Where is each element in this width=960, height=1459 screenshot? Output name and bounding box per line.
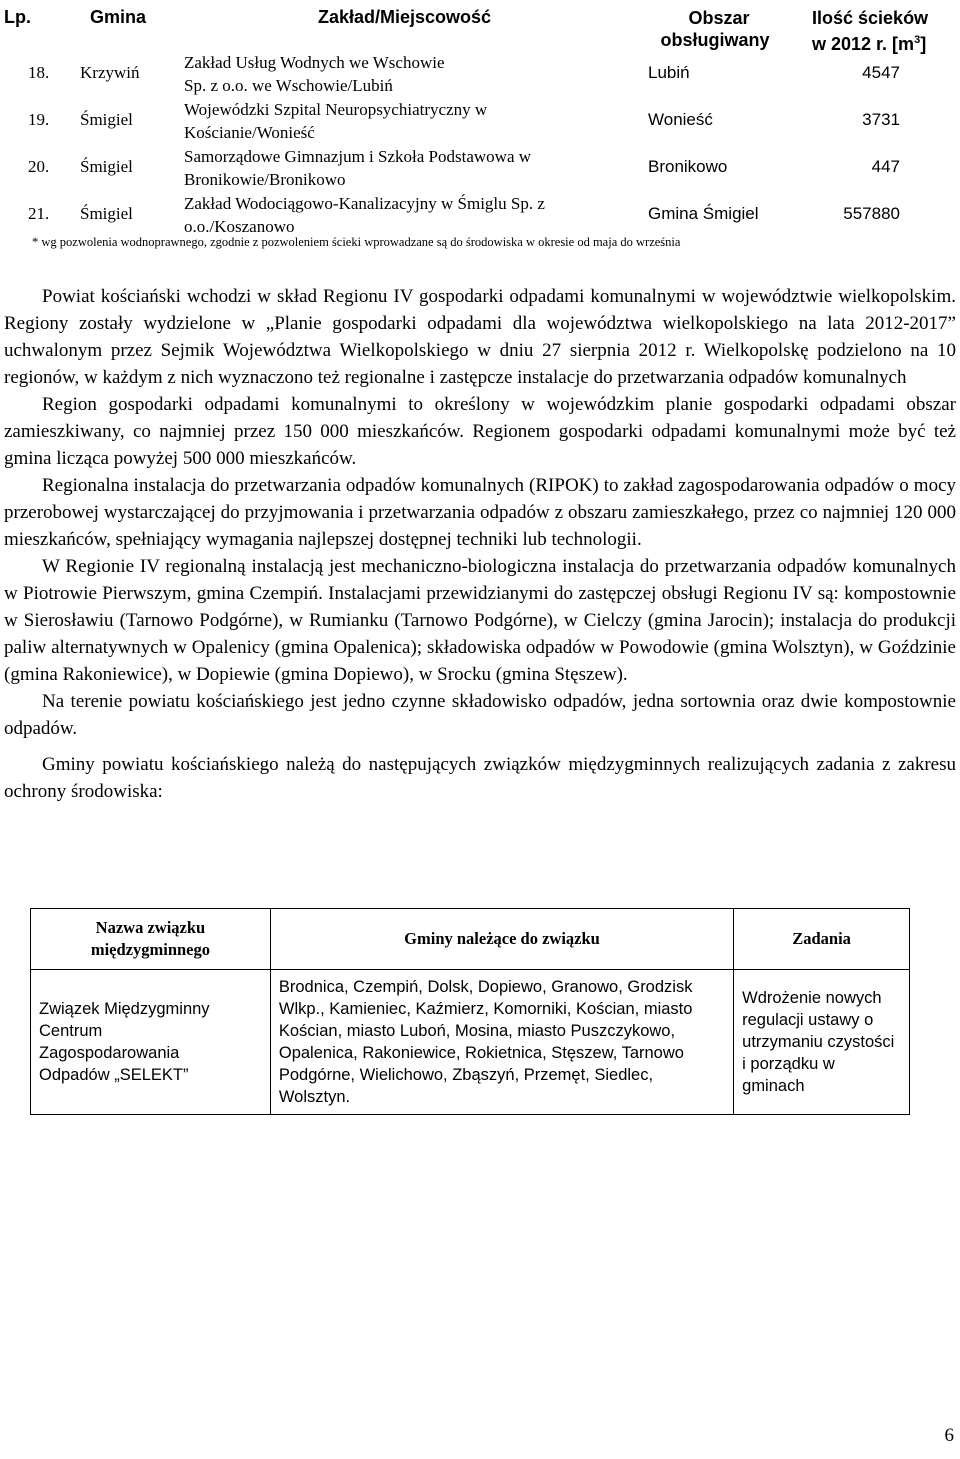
paragraph: W Regionie IV regionalną instalacją jest mechaniczno-biologiczna instalacja do przetwarzania odpadów komunalnych w Piotrowie Pierwszym, gmina Czempiń. Instalacjami przewidzianymi do zastępczej obsługi Regionu IV są: kompostownie w Sierosławiu (Tarnowo Podgórne), w Rumianku (Tarnowo Podgórne), w Cielczy (gmina Jarocin); instalacja do produkcji paliw alternatywnych w Opalenicy (gmina Opalenica); składowiska odpadów w Powodowie (gmina Wolsztyn), w Goździnie (gmina Rakoniewice), w Dopiewie (gmina Dopiewo), w Srocku (gmina Stęszew).: [4, 556, 956, 685]
cell-name: Związek Międzygminny Centrum Zagospodarowania Odpadów „SELEKT”: [31, 970, 271, 1115]
associations-table: [30, 908, 910, 1115]
paragraph: Gminy powiatu kościańskiego należą do następujących związków międzygminnych realizujących zadania z zakresu ochrony środowiska:: [4, 754, 956, 802]
paragraph: Powiat kościański wchodzi w skład Regionu IV gospodarki odpadami komunalnymi w województwie wielkopolskim. Regiony zostały wydzielone w „Planie gospodarki odpadami dla województwa wielkopolskiego na lata 2012-2017” uchwalonym przez Sejmik Województwa Wielkopolskiego w dniu 27 sierpnia 2012 r. Wielkopolskę podzielono na 10 regionów, w każdym z nich wyznaczono też regionalne i zastępcze instalacje do przetwarzania odpadów komunalnych: [4, 286, 956, 388]
body-text: [4, 283, 956, 805]
table-header: [31, 909, 910, 970]
header-name: Nazwa związku międzygminnego: [31, 909, 271, 970]
header-zaklad: Zakład/Miejscowość: [318, 7, 492, 27]
table-row: 19. Śmigiel Wojewódzki Szpital Neuropsychiatryczny w Kościanie/Wonieść Wonieść 3731: [28, 100, 900, 142]
table-row: [31, 970, 910, 1115]
header-ilosc: Ilość ścieków w 2012 r. $[m^3]$: [812, 8, 929, 54]
header-lp: Lp.: [4, 7, 31, 27]
paragraph: Regionalna instalacja do przetwarzania odpadów komunalnych (RIPOK) to zakład zagospodarowania odpadów o mocy przerobowej wystarczającej do przyjmowania i przetwarzania odpadów z obszaru zamieszkałego, przez co najmniej 120 000 mieszkańców, spełniający wymagania najlepszej dostępnej techniki lub technologii.: [4, 475, 956, 550]
cell-zadania: Wdrożenie nowych regulacji ustawy o utrzymaniu czystości i porządku w gminach: [734, 970, 910, 1115]
table-footnote: * wg pozwolenia wodnoprawnego, zgodnie z pozwoleniem ścieki wprowadzane są do środowiska w okresie od maja do września: [32, 235, 681, 249]
header-gmina: Gmina: [90, 7, 147, 27]
paragraph: Region gospodarki odpadami komunalnymi to określony w wojewódzkim planie gospodarki odpadami obszar zamieszkiwany, co najmniej przez 150 000 mieszkańców. Regionem gospodarki odpadami komunalnymi może być też gmina licząca powyżej 500 000 mieszkańców.: [4, 394, 956, 469]
page-number: 6: [944, 1425, 954, 1446]
paragraph: Na terenie powiatu kościańskiego jest jedno czynne składowisko odpadów, jedna sortownia oraz dwie kompostownie odpadów.: [4, 691, 956, 739]
header-gminy: Gminy należące do związku: [270, 909, 733, 970]
header-obszar: Obszar obsługiwany: [660, 8, 770, 50]
wastewater-table: [4, 3, 944, 249]
table-row: 21. Śmigiel Zakład Wodociągowo-Kanalizacyjny w Śmiglu Sp. z o.o./Koszanowo Gmina Śmigiel 557880: [28, 194, 900, 236]
table-header: [4, 3, 944, 54]
table-row: 18. Krzywiń Zakład Usług Wodnych we Wschowie Sp. z o.o. we Wschowie/Lubiń Lubiń 4547: [28, 53, 900, 95]
cell-gminy: Brodnica, Czempiń, Dolsk, Dopiewo, Granowo, Grodzisk Wlkp., Kamieniec, Kaźmierz, Komorniki, Kościan, miasto Kościan, miasto Luboń, Mosina, miasto Puszczykowo, Opalenica, Rakoniewice, Rokietnica, Stęszew, Tarnowo Podgórne, Wielichowo, Zbąszyń, Przemęt, Siedlec, Wolsztyn.: [270, 970, 733, 1115]
header-zadania: Zadania: [734, 909, 910, 970]
table-row: 20. Śmigiel Samorządowe Gimnazjum i Szkoła Podstawowa w Bronikowie/Bronikowo Bronikowo 447: [28, 147, 900, 189]
